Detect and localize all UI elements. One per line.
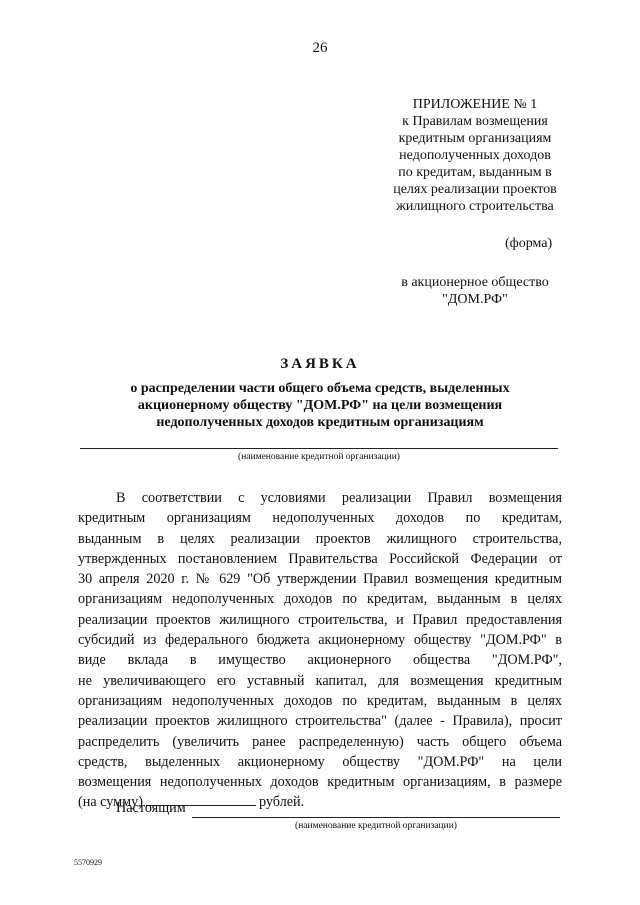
appendix-line: к Правилам возмещения	[402, 114, 548, 129]
body-line: выданным в целях реализации проектов жилищного строительства,	[78, 530, 562, 547]
body-line: субсидий из федерального бюджета акционерному обществу "ДОМ.РФ" в	[78, 632, 562, 649]
body-paragraph	[78, 488, 562, 813]
document-code: 5570929	[74, 858, 102, 867]
appendix-line: недополученных доходов	[399, 148, 551, 163]
addressee-line: в акционерное общество	[401, 275, 549, 290]
body-line: 30 апреля 2020 г. № 629 "Об утверждении Правил возмещения кредитным	[78, 571, 562, 588]
body-line: не увеличивающего его уставный капитал, для возмещения кредитным	[78, 672, 562, 689]
appendix-line: кредитным организациям	[398, 131, 552, 146]
body-line: утвержденных постановлением Правительства Российской Федерации от	[78, 550, 562, 567]
addressee-line: "ДОМ.РФ"	[442, 292, 508, 307]
appendix-title: ПРИЛОЖЕНИЕ № 1	[412, 97, 538, 112]
subtitle-line: недополученных доходов кредитным организациям	[156, 415, 484, 430]
body-line: реализации проектов жилищного строительства" (далее - Правила), просит	[78, 713, 562, 730]
appendix-line: по кредитам, выданным в	[398, 165, 552, 180]
subtitle-line: о распределении части общего объема средств, выделенных	[130, 381, 510, 396]
appendix-line: целях реализации проектов	[393, 182, 557, 197]
org-name-line[interactable]	[80, 448, 558, 449]
page-number: 26	[312, 40, 328, 56]
form-mark: (форма)	[505, 236, 553, 251]
body-line: организациям недополученных доходов по кредитам, выданным в целях	[78, 692, 562, 709]
org-name-caption: (наименование кредитной организации)	[238, 452, 400, 462]
body-line: организациям недополученных доходов по кредитам, выданным в целях	[78, 591, 562, 608]
amount-suffix: рублей.	[258, 794, 305, 811]
document-subtitle	[85, 380, 555, 431]
body-line: распределить (увеличить ранее распределенную) часть общего объема	[78, 733, 562, 750]
body-line: реализации проектов жилищного строительства, и Правил предоставления	[78, 611, 562, 628]
body-line: В соответствии с условиями реализации Правил возмещения	[116, 490, 562, 506]
present-label: Настоящим	[116, 800, 186, 816]
amount-prefix: (на сумму)	[78, 794, 143, 811]
body-line: возмещения недополученных доходов кредитным организациям, в размере	[78, 774, 562, 791]
present-org-line[interactable]	[192, 817, 560, 818]
body-line: кредитным организациям недополученных доходов по кредитам,	[78, 510, 562, 527]
present-org-caption: (наименование кредитной организации)	[295, 821, 457, 831]
document-title: ЗАЯВКА	[280, 356, 360, 372]
subtitle-line: акционерному обществу "ДОМ.РФ" на цели возмещения	[137, 398, 503, 413]
body-line: виде вклада в имущество акционерного общества "ДОМ.РФ",	[78, 652, 562, 669]
appendix-line: жилищного строительства	[396, 199, 554, 214]
body-line: средств, выделенных акционерному обществу "ДОМ.РФ" на цели	[78, 753, 562, 770]
appendix-header	[360, 96, 590, 215]
addressee	[370, 274, 580, 308]
